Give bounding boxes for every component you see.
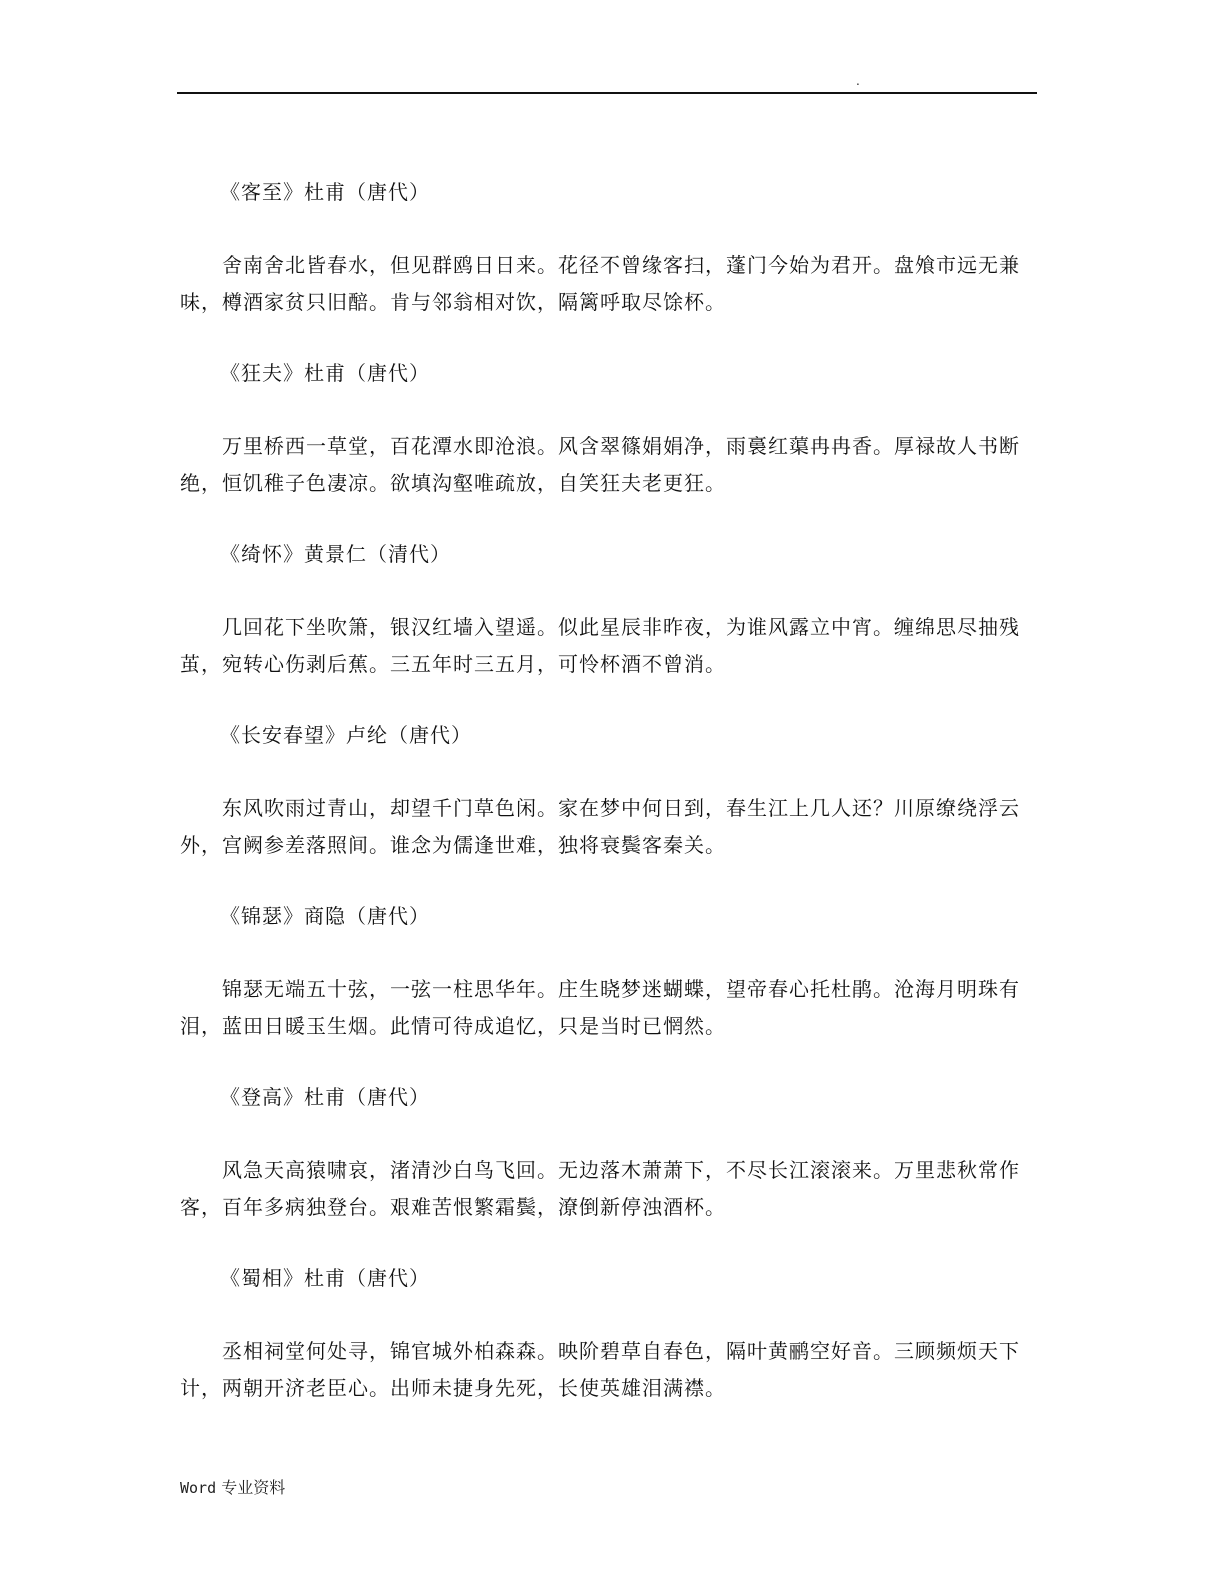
poem-title: 《长安春望》卢纶（唐代）	[220, 723, 472, 747]
poem-list	[180, 174, 1020, 1407]
poem-6	[180, 1079, 1020, 1226]
poem-title: 《狂夫》杜甫（唐代）	[220, 361, 430, 385]
poem-7	[180, 1260, 1020, 1407]
poem-body: 锦瑟无端五十弦，一弦一柱思华年。庄生晓梦迷蝴蝶，望帝春心托杜鹃。沧海月明珠有泪，蓝田日暖玉生烟。此情可待成追忆，只是当时已惘然。	[180, 977, 1020, 1038]
header-mark: .	[856, 74, 860, 88]
poem-body: 舍南舍北皆春水，但见群鸥日日来。花径不曾缘客扫，蓬门今始为君开。盘飧市远无兼味，樽酒家贫只旧醅。肯与邻翁相对饮，隔篱呼取尽馀杯。	[180, 253, 1020, 314]
poem-3	[180, 536, 1020, 683]
poem-title: 《绮怀》黄景仁（清代）	[220, 542, 451, 566]
footer-label: 专业资料	[221, 1478, 286, 1497]
poem-title: 《登高》杜甫（唐代）	[220, 1085, 430, 1109]
header-rule	[177, 92, 1037, 94]
poem-4	[180, 717, 1020, 864]
poem-body: 风急天高猿啸哀，渚清沙白鸟飞回。无边落木萧萧下，不尽长江滚滚来。万里悲秋常作客，百年多病独登台。艰难苦恨繁霜鬓，潦倒新停浊酒杯。	[180, 1158, 1020, 1219]
poem-title: 《蜀相》杜甫（唐代）	[220, 1266, 430, 1290]
poem-title: 《锦瑟》商隐（唐代）	[220, 904, 430, 928]
poem-2	[180, 355, 1020, 502]
poem-1	[180, 174, 1020, 321]
poem-body: 东风吹雨过青山，却望千门草色闲。家在梦中何日到，春生江上几人还？川原缭绕浮云外，宫阙参差落照间。谁念为儒逢世难，独将衰鬓客秦关。	[180, 796, 1020, 857]
footer-brand: Word	[180, 1479, 217, 1497]
page-footer	[180, 1478, 285, 1498]
poem-title: 《客至》杜甫（唐代）	[220, 180, 430, 204]
poem-body: 丞相祠堂何处寻，锦官城外柏森森。映阶碧草自春色，隔叶黄鹂空好音。三顾频烦天下计，两朝开济老臣心。出师未捷身先死，长使英雄泪满襟。	[180, 1339, 1020, 1400]
poem-body: 几回花下坐吹箫，银汉红墙入望遥。似此星辰非昨夜，为谁风露立中宵。缠绵思尽抽残茧，宛转心伤剥后蕉。三五年时三五月，可怜杯酒不曾消。	[180, 615, 1020, 676]
poem-5	[180, 898, 1020, 1045]
poem-body: 万里桥西一草堂，百花潭水即沧浪。风含翠篠娟娟净，雨裛红蕖冉冉香。厚禄故人书断绝，恒饥稚子色凄凉。欲填沟壑唯疏放，自笑狂夫老更狂。	[180, 434, 1020, 495]
